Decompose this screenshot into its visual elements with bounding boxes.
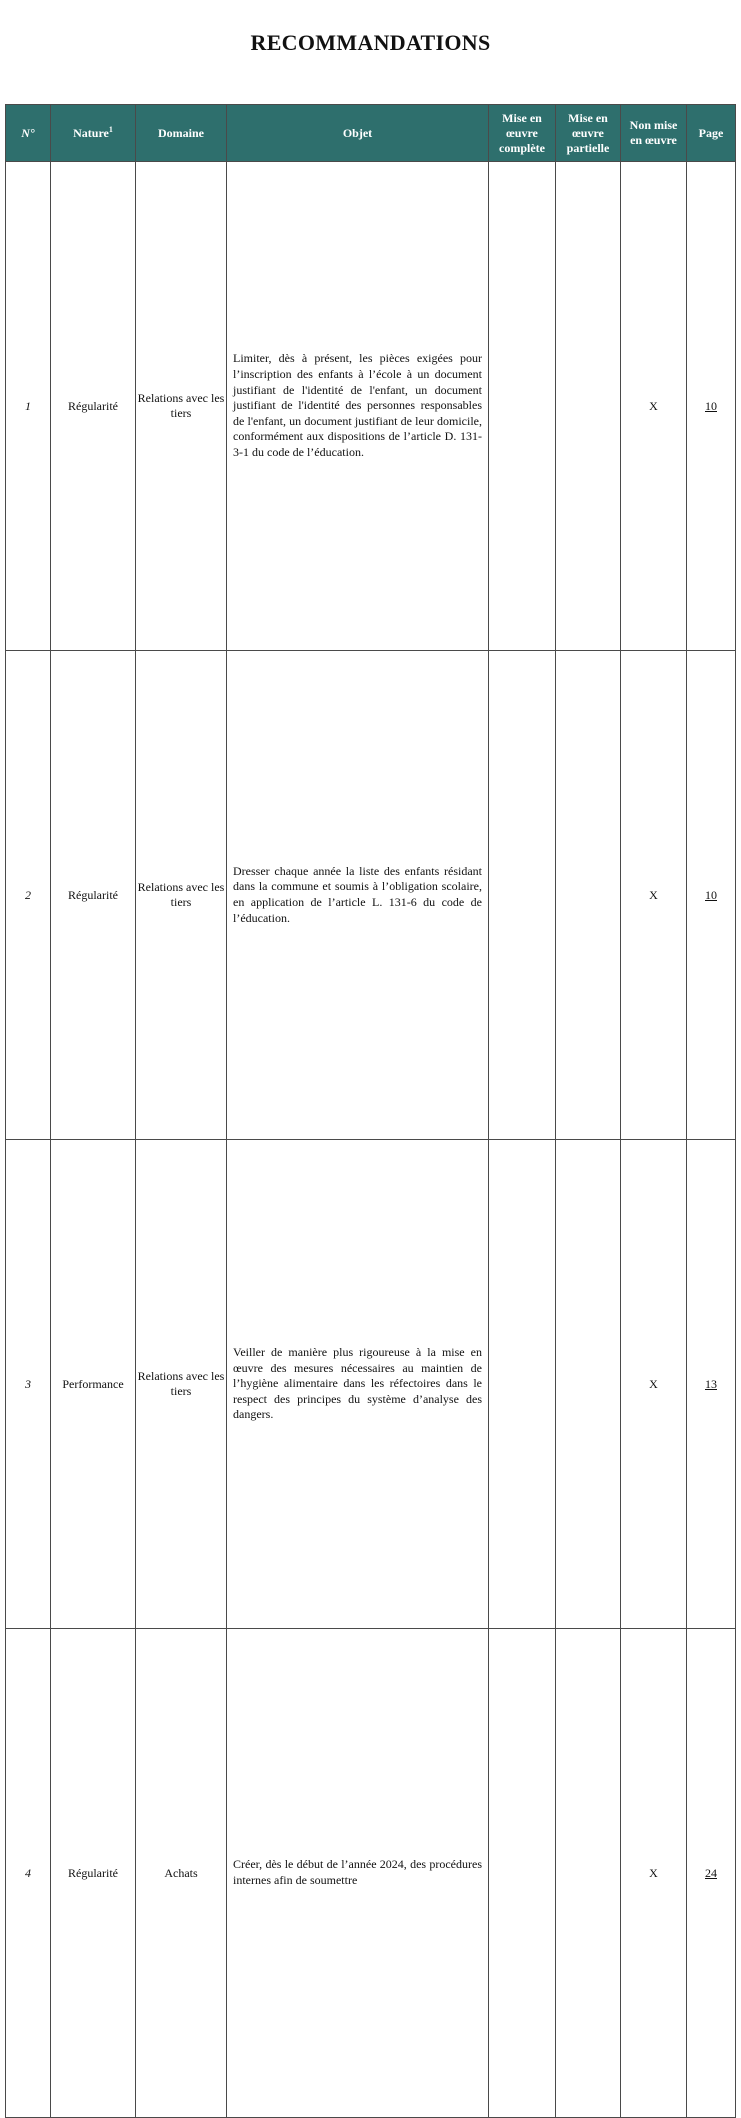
header-domaine: Domaine [136,105,227,162]
header-non-mise: Non mise en œuvre [621,105,687,162]
page-link[interactable]: 24 [705,1865,717,1880]
header-objet: Objet [227,105,489,162]
row-page [687,651,736,1140]
table-header-row [6,105,736,162]
row-num: 3 [6,1140,51,1629]
page-title: RECOMMANDATIONS [250,30,491,55]
row-mise-partielle [556,162,621,651]
row-num: 2 [6,651,51,1140]
row-mise-complete [489,1140,556,1629]
page-link[interactable]: 13 [705,1376,717,1391]
row-domaine: Achats [136,1629,227,2118]
row-mise-partielle [556,1140,621,1629]
row-page [687,1140,736,1629]
row-domaine: Relations avec les tiers [136,162,227,651]
row-objet: Limiter, dès à présent, les pièces exigées pour l’inscription des enfants à l’école à un document justifiant de l'identité de l'enfant, un document justifiant de l'identité des personnes responsables de l'enfant, un document justifiant de leur domicile, conformément aux dispositions de l’article D. 131-3-1 du code de l’éducation. [227,162,489,651]
header-mise-complete: Mise en œuvre complète [489,105,556,162]
table-row [6,651,736,1140]
row-mise-partielle [556,1629,621,2118]
row-mise-complete [489,162,556,651]
row-domaine: Relations avec les tiers [136,651,227,1140]
page-link[interactable]: 10 [705,398,717,413]
row-objet: Créer, dès le début de l’année 2024, des procédures internes afin de soumettre [227,1629,489,2118]
row-non-mise: X [621,1140,687,1629]
row-objet: Veiller de manière plus rigoureuse à la mise en œuvre des mesures nécessaires au maintien de l’hygiène alimentaire dans les réfectoires dans le respect des principes du système d’analyse des dangers. [227,1140,489,1629]
row-mise-complete [489,1629,556,2118]
table-row [6,162,736,651]
header-mise-partielle: Mise en œuvre partielle [556,105,621,162]
header-num: N° [6,105,51,162]
table-row [6,1140,736,1629]
page-link[interactable]: 10 [705,887,717,902]
row-page [687,1629,736,2118]
row-domaine: Relations avec les tiers [136,1140,227,1629]
row-num: 1 [6,162,51,651]
row-non-mise: X [621,162,687,651]
row-num: 4 [6,1629,51,2118]
header-nature: Nature$^1$ [51,105,136,162]
row-non-mise: X [621,651,687,1140]
header-page: Page [687,105,736,162]
row-mise-partielle [556,651,621,1140]
row-nature: Régularité [51,1629,136,2118]
row-nature: Régularité [51,162,136,651]
row-nature: Régularité [51,651,136,1140]
table-row [6,1629,736,2118]
row-page [687,162,736,651]
recommendations-table [5,104,736,2118]
row-objet: Dresser chaque année la liste des enfants résidant dans la commune et soumis à l’obligation scolaire, en application de l’article L. 131-6 du code de l’éducation. [227,651,489,1140]
row-nature: Performance [51,1140,136,1629]
row-non-mise: X [621,1629,687,2118]
row-mise-complete [489,651,556,1140]
